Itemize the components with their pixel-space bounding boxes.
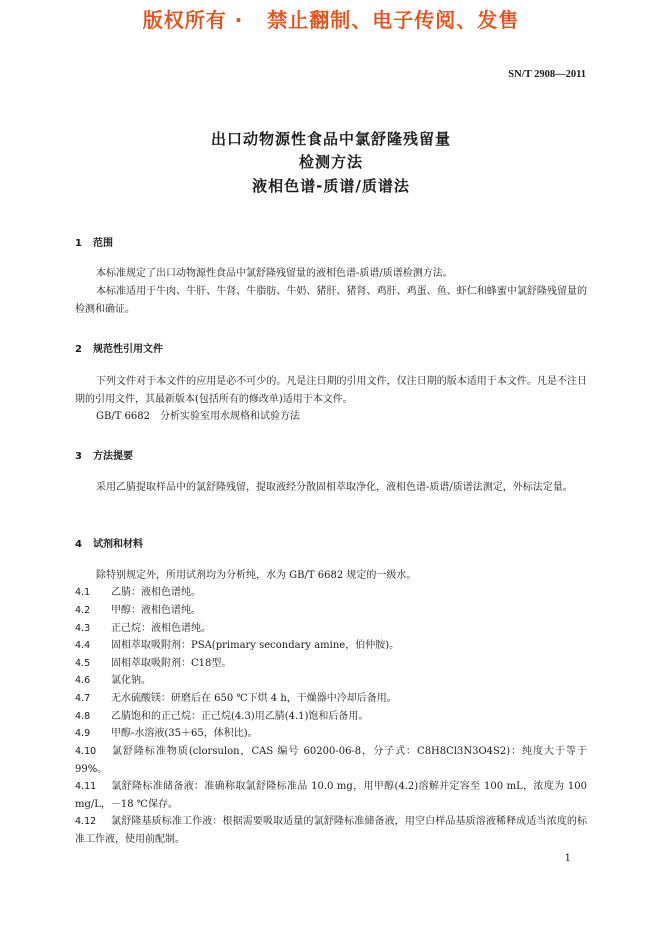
copyright-watermark: 版权所有 · 禁止翻制、电子传阅、发售: [142, 8, 520, 32]
section-title: 范围: [93, 238, 113, 249]
list-item: [75, 743, 587, 778]
section-1-paragraph-1: 本标准规定了出口动物源性食品中氯舒隆残留量的液相色谱-质谱/质谱检测方法。: [96, 268, 453, 279]
section-3-heading: [75, 447, 133, 462]
item-number: 4.7: [75, 693, 91, 704]
list-item: [75, 813, 587, 848]
item-text: 固相萃取吸附剂：C18型。: [111, 658, 232, 669]
item-text: 氯舒隆基质标准工作液：根据需要吸取适量的氯舒隆标准储备液，用空白样品基质溶液稀释成适当浓度的标准工作液，使用前配制。: [75, 816, 587, 845]
item-number: 4.6: [75, 675, 91, 686]
standard-code: SN/T 2908—2011: [508, 69, 586, 80]
item-number: 4.2: [75, 605, 91, 616]
list-item: [75, 690, 587, 708]
item-number: 4.3: [75, 623, 91, 634]
item-text: 乙腈饱和的正己烷：正己烷(4.3)用乙腈(4.1)饱和后备用。: [111, 711, 369, 722]
list-item: [75, 725, 587, 743]
item-number: 4.11: [75, 781, 97, 792]
item-number: 4.4: [75, 640, 91, 651]
item-text: 甲醇-水溶液(35＋65，体积比)。: [111, 728, 258, 739]
list-item: [75, 637, 587, 655]
item-text: 正己烷：液相色谱纯。: [111, 623, 211, 634]
section-number: 2: [75, 344, 82, 355]
item-number: 4.1: [75, 587, 91, 598]
item-text: 乙腈：液相色谱纯。: [111, 587, 201, 598]
item-number: 4.9: [75, 728, 91, 739]
list-item: [75, 778, 587, 813]
item-text: 氯舒隆标准物质(clorsulon，CAS 编号 60200-06-8，分子式：C8H8Cl3N3O4S2)：纯度大于等于 99%。: [75, 746, 587, 775]
item-number: 4.8: [75, 711, 91, 722]
section-number: 3: [75, 451, 82, 462]
document-title-line-1: 出口动物源性食品中氯舒隆残留量: [210, 130, 451, 148]
item-number: 4.5: [75, 658, 91, 669]
list-item: [75, 708, 587, 726]
section-number: 1: [75, 238, 82, 249]
item-text: 固相萃取吸附剂：PSA(primary secondary amine，伯仲胺)。: [111, 640, 400, 651]
item-text: 氯舒隆标准储备液：准确称取氯舒隆标准品 10.0 mg，用甲醇(4.2)溶解并定容至 100 mL，浓度为 100 mg/L，－18 ℃保存。: [75, 781, 587, 810]
item-text: 甲醇：液相色谱纯。: [111, 605, 201, 616]
section-4-intro: 除特别规定外，所用试剂均为分析纯，水为 GB/T 6682 规定的一级水。: [96, 570, 417, 581]
list-item: [75, 655, 587, 673]
item-number: 4.12: [75, 816, 97, 827]
section-3-paragraph-1: 采用乙腈提取样品中的氯舒隆残留，提取液经分散固相萃取净化，液相色谱-质谱/质谱法测定，外标法定量。: [96, 482, 573, 493]
item-text: 氯化钠。: [111, 675, 151, 686]
section-1-paragraph-2: 本标准适用于牛肉、牛肝、牛肾、牛脂肪、牛奶、猪肝、猪肾、鸡肝、鸡蛋、鱼、虾仁和蜂蜜中氯舒隆残留量的检测和确证。: [75, 286, 587, 315]
item-number: 4.10: [75, 746, 97, 757]
section-title: 方法提要: [93, 451, 133, 462]
list-item: [75, 602, 587, 620]
page-number: 1: [564, 853, 571, 864]
list-item: [75, 584, 587, 602]
section-1-heading: [75, 234, 113, 249]
section-title: 规范性引用文件: [93, 344, 163, 355]
list-item: [75, 672, 587, 690]
document-title-line-3: 液相色谱-质谱/质谱法: [252, 177, 410, 195]
list-item: [75, 620, 587, 638]
section-2-heading: [75, 340, 163, 355]
normative-reference: GB/T 6682 分析实验室用水规格和试验方法: [96, 411, 301, 422]
document-title-line-2: 检测方法: [298, 153, 363, 171]
section-2-paragraph-1: 下列文件对于本文件的应用是必不可少的。凡是注日期的引用文件，仅注日期的版本适用于本文件。凡是不注日期的引用文件，其最新版本(包括所有的修改单)适用于本文件。: [75, 376, 587, 405]
item-text: 无水硫酸镁：研磨后在 650 ℃下烘 4 h，干燥器中冷却后备用。: [111, 693, 397, 704]
section-title: 试剂和材料: [93, 539, 143, 550]
section-number: 4: [75, 539, 82, 550]
section-4-heading: [75, 535, 143, 550]
